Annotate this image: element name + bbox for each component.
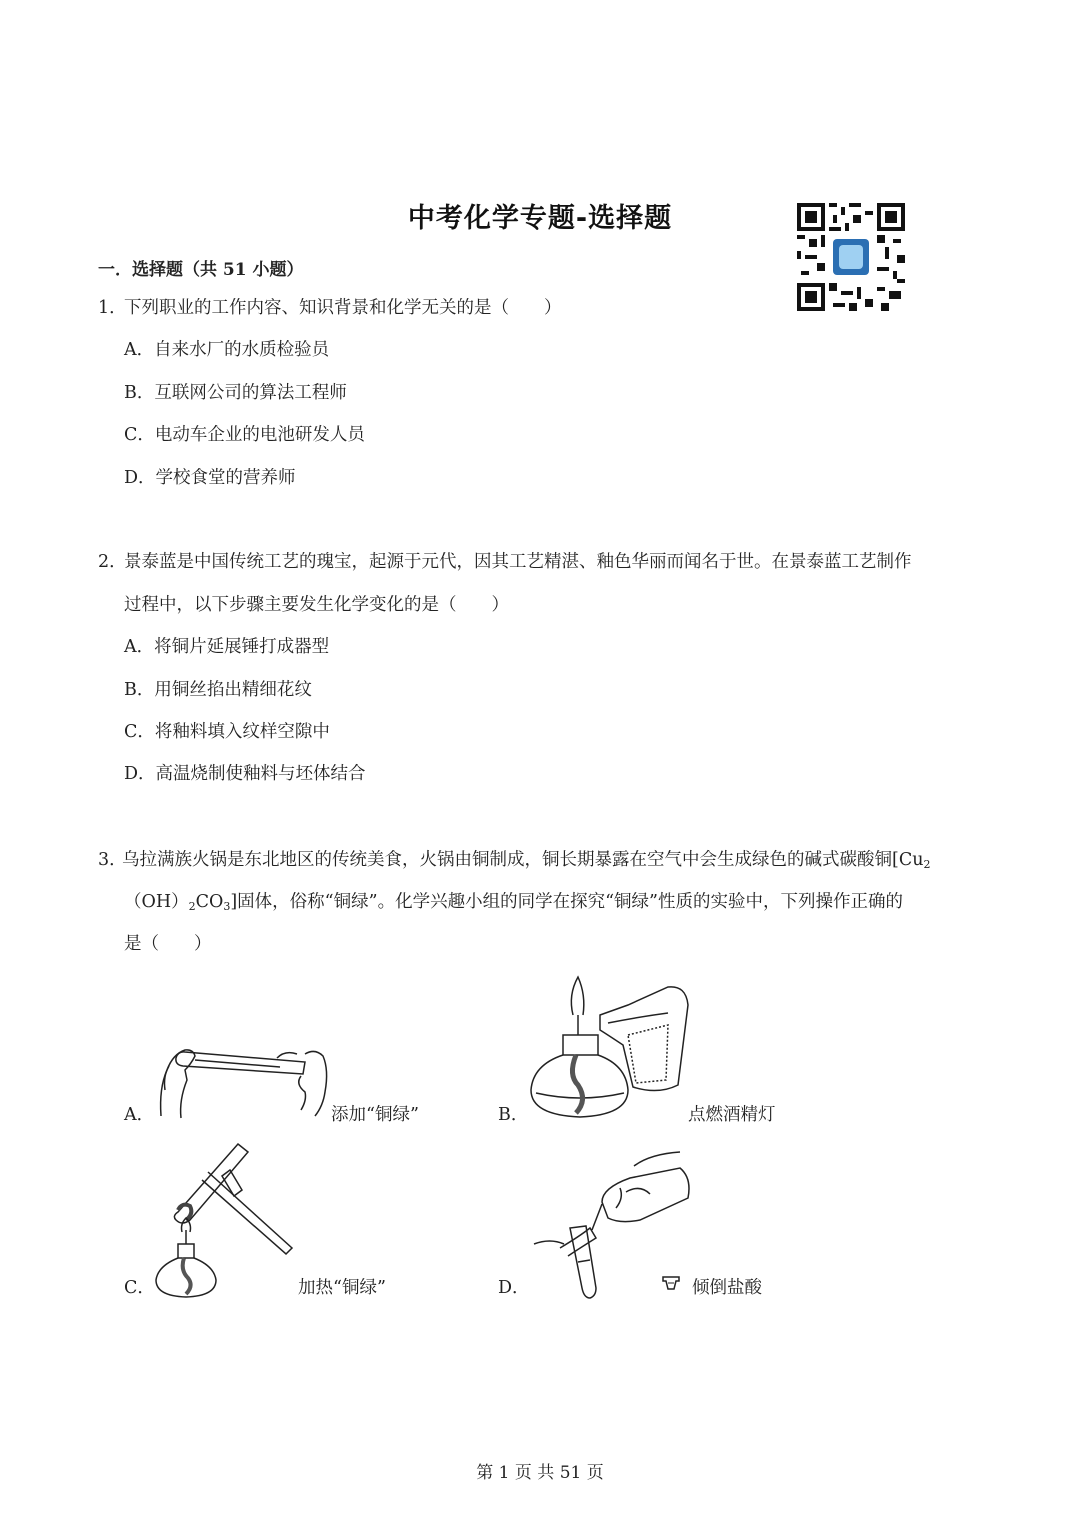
question-1-option-b: B．互联网公司的算法工程师 [124,383,347,403]
choice-a-letter: A． [124,1105,155,1125]
question-2-option-c: C．将釉料填入纹样空隙中 [124,722,330,742]
heating-test-tube-illustration [150,1140,300,1300]
question-3-text-line1: 乌拉满族火锅是东北地区的传统美食，火锅由铜制成，铜长期暴露在空气中会生成绿色的碱式碳酸铜[$Cu_2$ [122,850,931,871]
page-title: 中考化学专题-选择题 [407,203,673,234]
choice-d-caption: 倾倒盐酸 [692,1278,762,1298]
question-2-text-line1: 景泰蓝是中国传统工艺的瑰宝，起源于元代，因其工艺精湛、釉色华丽而闻名于世。在景泰蓝工艺制作 [124,552,912,572]
question-2-text-line2: 过程中，以下步骤主要发生化学变化的是（ ） [124,595,509,615]
question-1-number: 1． [98,298,127,318]
question-3-text-line2: $(OH)_2CO_3$]固体，俗称“铜绿”。化学兴趣小组的同学在探究“铜绿”性质的实验中，下列操作正确的 [124,892,903,913]
choice-c-letter: C． [124,1278,155,1298]
choice-d-letter: D． [498,1278,530,1298]
question-1-option-d: D．学校食堂的营养师 [124,468,296,488]
choice-b-letter: B． [498,1105,529,1125]
page-footer: 第 1 页 共 51 页 [476,1463,604,1483]
question-3-number: 3． [98,850,127,870]
test-tube-hands-illustration [155,1040,330,1120]
question-2-option-d: D．高温烧制使釉料与坯体结合 [124,764,366,784]
choice-c-caption: 加热“铜绿” [298,1278,386,1298]
choice-a-caption: 添加“铜绿” [331,1105,419,1125]
question-2-option-a: A．将铜片延展锤打成器型 [124,637,330,657]
question-1-option-c: C．电动车企业的电池研发人员 [124,425,365,445]
question-1-text: 下列职业的工作内容、知识背景和化学无关的是（ ） [124,298,562,318]
question-2-number: 2． [98,552,127,572]
question-1-option-a: A．自来水厂的水质检验员 [124,340,330,360]
alcohol-lamp-lighting-illustration [528,975,693,1120]
qr-code [797,203,905,311]
stopper-icon [662,1275,680,1291]
choice-b-caption: 点燃酒精灯 [688,1105,776,1125]
question-2-option-b: B．用铜丝掐出精细花纹 [124,680,312,700]
section-heading: 一．选择题（共 51 小题） [98,260,304,280]
question-3-text-line3: 是（ ） [124,934,212,954]
